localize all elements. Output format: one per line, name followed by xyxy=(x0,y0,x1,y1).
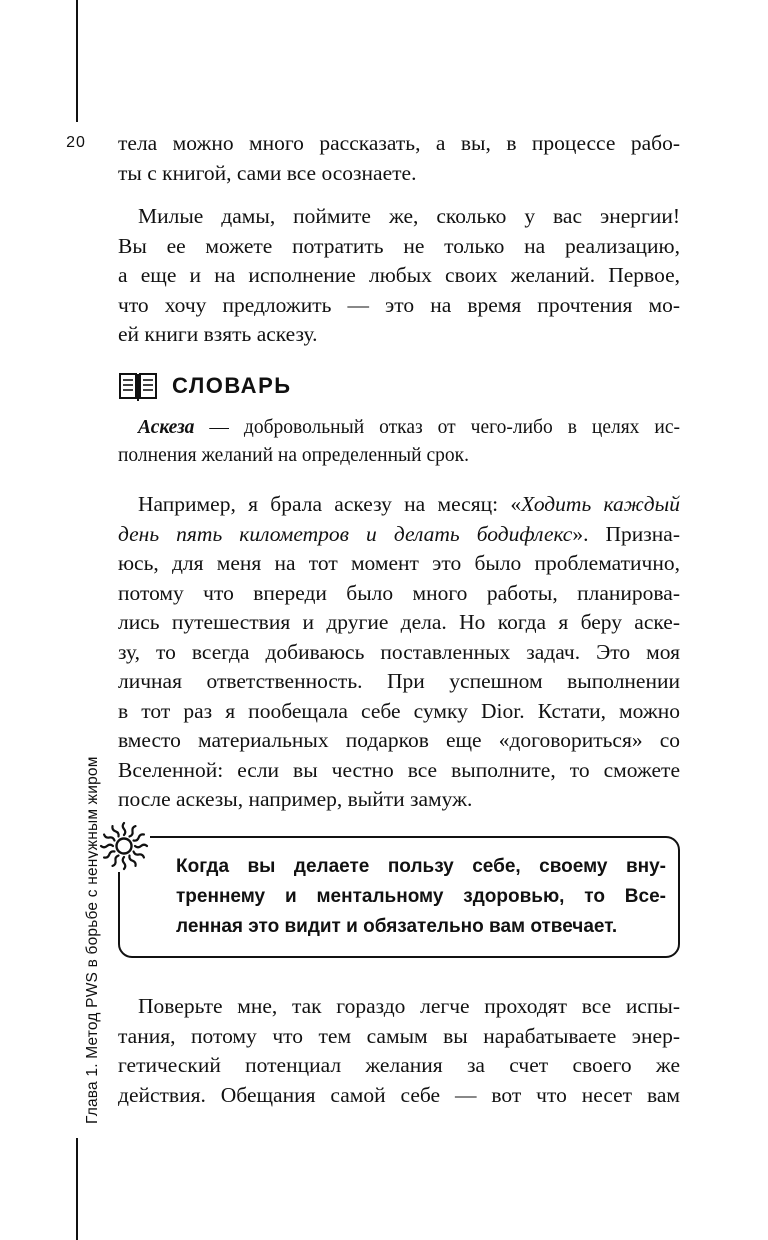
dictionary-heading xyxy=(118,368,292,404)
text-line: зу, то всегда добиваюсь поставленных задач. Это моя xyxy=(118,639,680,664)
running-head: Глава 1. Метод PWS в борьбе с ненужным жиром xyxy=(84,756,101,1124)
callout-text xyxy=(176,852,666,942)
sun-ray xyxy=(112,826,118,836)
text-line: вместо материальных подарков еще «договориться» со xyxy=(118,728,680,752)
text-line xyxy=(118,414,680,442)
text-line: тания, потому что тем самым вы нарабатываете энер- xyxy=(118,1023,680,1048)
sun-ray xyxy=(123,857,126,869)
text-line: ленная это видит и обязательно вам отвечает. xyxy=(176,916,618,937)
text-line: Вселенной: если вы честно все выполните, то сможете xyxy=(118,757,680,782)
definition-text: — добровольный отказ от чего-либо в целях ис- xyxy=(194,417,680,438)
callout-box xyxy=(118,836,680,958)
text-line xyxy=(118,520,680,550)
sun-ray xyxy=(130,826,136,836)
text-line: гетический потенциал желания за счет своего же xyxy=(118,1053,680,1077)
dictionary-term: Аскеза xyxy=(138,417,195,438)
text-run: ». Призна- xyxy=(572,521,680,546)
paragraph-3 xyxy=(118,490,680,815)
text-line: ты с книгой, сами все осознаете. xyxy=(118,160,417,185)
margin-rule-top xyxy=(76,0,78,122)
text-line xyxy=(118,490,680,520)
text-line: в тот раз я пообещала себе сумку Dior. Кстати, можно xyxy=(118,698,680,723)
sun-ray xyxy=(104,835,114,841)
sun-ray xyxy=(134,852,144,858)
dictionary-title: СЛОВАРЬ xyxy=(172,373,292,398)
text-line: треннему и ментальному здоровью, то Все- xyxy=(176,886,666,907)
text-line: личная ответственность. При успешном выполнении xyxy=(118,669,680,693)
text-line: Когда вы делаете пользу себе, своему вну- xyxy=(176,856,666,877)
paragraph-1 xyxy=(118,129,680,188)
text-line: Милые дамы, поймите же, сколько у вас энергии! xyxy=(138,204,680,228)
text-line: а еще и на исполнение любых своих желаний. Первое, xyxy=(118,263,680,287)
dictionary-definition xyxy=(118,414,680,470)
sun-ray xyxy=(113,856,119,866)
text-line: тела можно много рассказать, а вы, в процессе рабо- xyxy=(118,131,680,155)
text-line: полнения желаний на определенный срок. xyxy=(118,445,469,466)
text-line: лись путешествия и другие дела. Но когда я беру аске- xyxy=(118,610,680,634)
text-line: Поверьте мне, так гораздо легче проходят все испы- xyxy=(138,994,680,1018)
sun-ray xyxy=(123,823,126,835)
text-run: Например, я брала аскезу на месяц: « xyxy=(138,492,522,516)
sun-ray xyxy=(101,845,113,848)
margin-rule-bottom xyxy=(76,1138,78,1240)
text-line: Вы ее можете потратить не только на реализацию, xyxy=(118,233,680,258)
page-number: 20 xyxy=(66,134,86,151)
text-line: действия. Обещания самой себе — вот что несет вам xyxy=(118,1082,680,1107)
sun-ray xyxy=(135,845,147,848)
quote-italic: Ходить каждый xyxy=(521,492,680,516)
sun-ray xyxy=(134,834,144,840)
text-line: ей книги взять аскезу. xyxy=(118,322,318,346)
text-line: юсь, для меня на тот момент это было проблематично, xyxy=(118,551,680,575)
open-book-icon xyxy=(118,370,158,402)
sun-icon xyxy=(98,820,150,872)
text-line: что хочу предложить — это на время прочтения мо- xyxy=(118,292,680,317)
paragraph-4 xyxy=(118,992,680,1110)
sun-ray xyxy=(129,856,135,866)
text-line: после аскезы, например, выйти замуж. xyxy=(118,787,473,811)
paragraph-2 xyxy=(118,202,680,350)
text-line: потому что впереди было много работы, планирова- xyxy=(118,580,680,605)
quote-italic: день пять километров и делать бодифлекс xyxy=(118,521,573,546)
sun-ray xyxy=(104,851,114,857)
